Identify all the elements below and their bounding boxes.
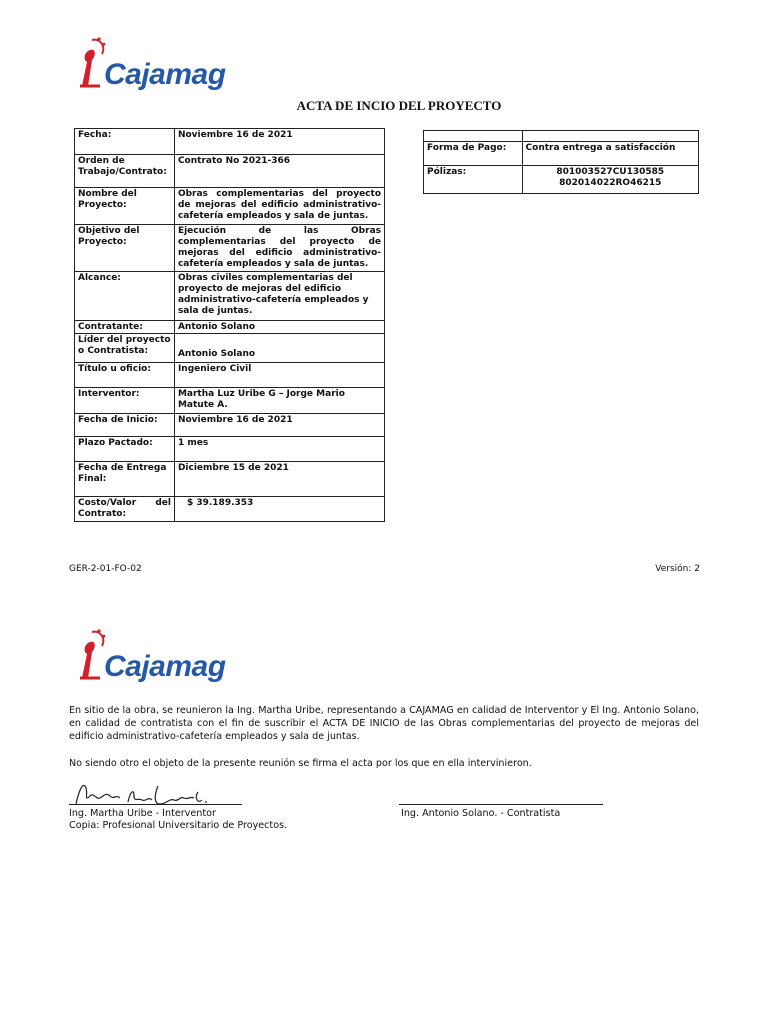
payment-info-table — [423, 130, 699, 194]
row-value: 1 mes — [174, 437, 384, 462]
payment-value: Contra entrega a satisfacción — [522, 142, 698, 166]
contratista-signature-line — [399, 804, 603, 805]
interventor-signature-line — [69, 804, 242, 805]
row-label: Plazo Pactado: — [75, 437, 175, 462]
row-label — [424, 131, 523, 142]
document-title: ACTA DE INCIO DEL PROYECTO — [296, 98, 502, 113]
row-label: Fecha: — [75, 129, 175, 155]
table-row — [75, 272, 385, 321]
table-row — [75, 437, 385, 462]
payment-label: Forma de Pago: — [424, 142, 523, 166]
row-label: Interventor: — [75, 388, 175, 414]
row-label: Alcance: — [75, 272, 175, 321]
form-code: GER-2-01-FO-02 — [69, 564, 142, 574]
row-value: Contrato No 2021-366 — [174, 155, 384, 188]
row-value: $ 39.189.353 — [174, 497, 384, 522]
form-version: Versión: 2 — [655, 564, 700, 574]
project-info-table — [74, 128, 385, 522]
table-row — [75, 414, 385, 437]
row-label: Contratante: — [75, 321, 175, 334]
interventor-name: Ing. Martha Uribe - Interventor — [69, 808, 216, 819]
policies-value — [522, 166, 698, 194]
row-label: Fecha de Entrega Final: — [75, 462, 175, 497]
table-row — [424, 166, 699, 194]
table-row — [75, 129, 385, 155]
policies-label: Pólizas: — [424, 166, 523, 194]
row-label: Fecha de Inicio: — [75, 414, 175, 437]
logo-wordmark: Cajamag — [104, 650, 226, 683]
row-value: Ingeniero Civil — [174, 363, 384, 388]
cajamag-logo-bottom — [78, 628, 226, 684]
table-row — [75, 188, 385, 225]
table-row — [75, 363, 385, 388]
table-row — [75, 388, 385, 414]
handwritten-signature — [70, 778, 220, 812]
table-row — [75, 334, 385, 363]
row-label: Líder del proyecto o Contratista: — [75, 334, 175, 363]
table-row — [424, 142, 699, 166]
row-value: Obras civiles complementarias del proyecto de mejoras del edificio administrativo-cafetería empleados y sala de juntas. — [174, 272, 384, 321]
table-row — [75, 321, 385, 334]
row-value: Ejecución de las Obras complementarias del proyecto de mejoras del edificio administrativo-cafetería empleados y sala de juntas. — [174, 225, 384, 272]
row-label: Título u oficio: — [75, 363, 175, 388]
table-row — [75, 497, 385, 522]
meeting-paragraph: En sitio de la obra, se reunieron la Ing. Martha Uribe, representando a CAJAMAG en calidad de Interventor y El Ing. Antonio Solano, en calidad de contratista con el fin de suscribir el ACTA DE INICIO de las Obras complementarias del proyecto de mejoras del edificio administrativo-cafetería empleados y sala de juntas. — [69, 705, 699, 742]
row-label: Objetivo del Proyecto: — [75, 225, 175, 272]
policy-number: 802014022RO46215 — [559, 178, 662, 188]
row-value — [522, 131, 698, 142]
table-row — [75, 462, 385, 497]
contratista-name: Ing. Antonio Solano. - Contratista — [401, 808, 561, 819]
row-value: Noviembre 16 de 2021 — [174, 129, 384, 155]
row-value: Martha Luz Uribe G – Jorge Mario Matute A. — [174, 388, 384, 414]
row-label: Costo/Valor del Contrato: — [75, 497, 175, 522]
logo-wordmark: Cajamag — [104, 58, 226, 91]
row-value: Diciembre 15 de 2021 — [174, 462, 384, 497]
table-row — [75, 225, 385, 272]
table-row — [75, 155, 385, 188]
row-value: Noviembre 16 de 2021 — [174, 414, 384, 437]
cajamag-logo-top — [78, 36, 226, 92]
row-value: Antonio Solano — [174, 334, 384, 363]
row-label: Orden de Trabajo/Contrato: — [75, 155, 175, 188]
copy-note: Copia: Profesional Universitario de Proyectos. — [69, 820, 288, 831]
closing-paragraph: No siendo otro el objeto de la presente reunión se firma el acta por los que en ella intervinieron. — [69, 758, 532, 769]
row-value: Obras complementarias del proyecto de mejoras del edificio administrativo-cafetería empleados y sala de juntas. — [174, 188, 384, 225]
row-label: Nombre del Proyecto: — [75, 188, 175, 225]
policy-number: 801003527CU130585 — [556, 167, 665, 177]
row-value: Antonio Solano — [174, 321, 384, 334]
table-row — [424, 131, 699, 142]
